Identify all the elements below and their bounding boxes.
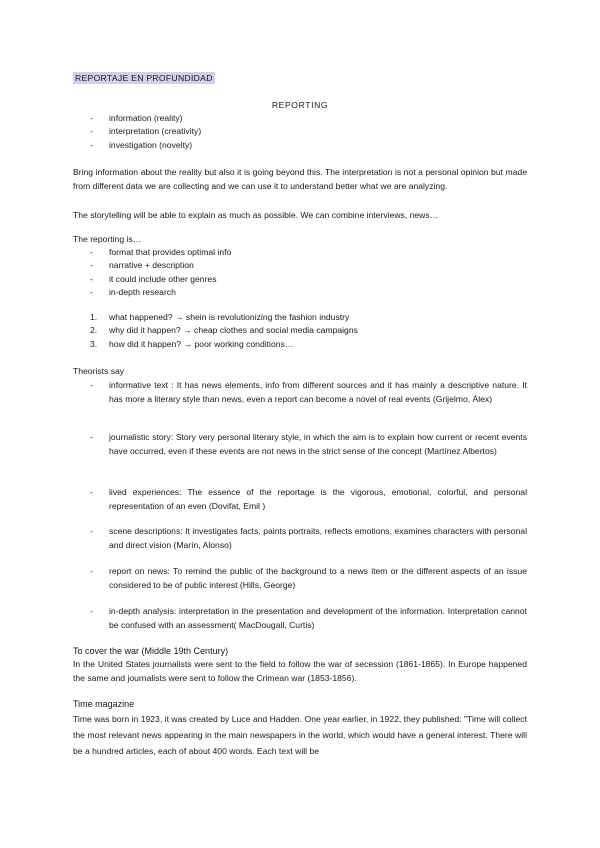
document-page: REPORTAJE EN PROFUNDIDAD REPORTING - information (reality) - interpretation (creativity) - investigation (novelty) Bring information about the reality but also it is going beyond this. The interpretation is not a personal opinion but made from different data we are collecting and we can use it to understand better what we are analyzing. The storytelling will be able to explain as much as possible. We can combine interviews, news… The reporting is… - format that provides optimal info - narrative + description - it could include other genres - in-depth research 1. what happened? → shein is revolutionizing the fashion industry 2. why did it happen? → cheap clothes and social media campaigns 3. how did it happen? → poor working conditions… Theorists say - informative text : It has news elements, info from different sources and it has mainly a descriptive nature. It has more a literary style than news, even a report can become a novel of real events (Grijelmo, Álex) - journalistic story: Story very personal literary style, in which the aim is to explain how current or recent events have occurred, even if these events are not news in the strict sense of the concept (Martínez Albertos) - lived experiences: The essence of the reportage is the vigorous, emotional, colorful, and personal representation of an even (Dovifat, Emil ) - scene descriptions: It investigates facts, paints portraits, reflects emotions, examines characters with personal and direct vision (Marín, Alonso) - report on news: To remind the public of the background to a news item or the different aspects of an issue considered to be of public interest (Hills, George) - in-depth analysis: interpretation in the presentation and development of the information. Interpretation cannot be confused with an assessment( MacDougall, Curtis) To cover the war (Middle 19th Century) In the United States journalists were sent to the field to follow the war of secession (1861-1865). In Europe happened the same and journalists were sent to follow the Crimean war (1853-1856). Time magazine Time was born in 1923, it was created by Luce and Hadden. One year earlier, in 1922, they published: "Time will collect the most relevant news appearing in the main newspapers in the world, which would have a general interest. There will be a hundred articles, each of about 400 words. Each text will be (0, 0, 600, 848)
list-item: 3. how did it happen? → poor working conditions… (90, 338, 294, 349)
list-item: - information (reality) (90, 113, 183, 123)
list-item: 2. why did it happen? → cheap clothes and social media campaigns (90, 325, 358, 336)
reporting-is-label: The reporting is… (73, 234, 142, 244)
war-paragraph: In the United States journalists were sent to the field to follow the war of secession (1861-1865). In Europe happened the same and journalists were sent to follow the Crimean war (1853-1856). (73, 659, 527, 684)
list-item: - format that provides optimal info (90, 247, 232, 257)
list-item: - it could include other genres (90, 273, 217, 284)
list-item: - in-depth research (90, 287, 176, 298)
list-item: - narrative + description (90, 260, 194, 271)
war-section-title: To cover the war (Middle 19th Century) (73, 646, 229, 656)
document-heading: REPORTAJE EN PROFUNDIDAD (75, 73, 213, 83)
list-item: - interpretation (creativity) (90, 126, 202, 137)
intro-paragraph: Bring information about the reality but also it is going beyond this. The interpretation is not a personal opinion but made from different data we are collecting and we can use it to understand better what we are analyzing. (73, 167, 527, 192)
time-paragraph: Time was born in 1923, it was created by Luce and Hadden. One year earlier, in 1922, they published: "Time will collect the most relevant news appearing in the main newspapers in the world, which would have a general interest. There will be a hundred articles, each of about 400 words. Each text will be (73, 714, 527, 756)
list-item: - investigation (novelty) (90, 139, 193, 150)
reporting-list (73, 246, 527, 300)
time-section-title: Time magazine (73, 699, 135, 709)
intro-list (73, 112, 527, 152)
questions-list (73, 311, 527, 351)
theorists-label: Theorists say (73, 366, 125, 376)
storytelling-paragraph: The storytelling will be able to explain as much as possible. We can combine interviews, news… (73, 210, 439, 220)
list-item: 1. what happened? → shein is revolutionizing the fashion industry (90, 312, 350, 322)
page-title: REPORTING (271, 100, 329, 110)
